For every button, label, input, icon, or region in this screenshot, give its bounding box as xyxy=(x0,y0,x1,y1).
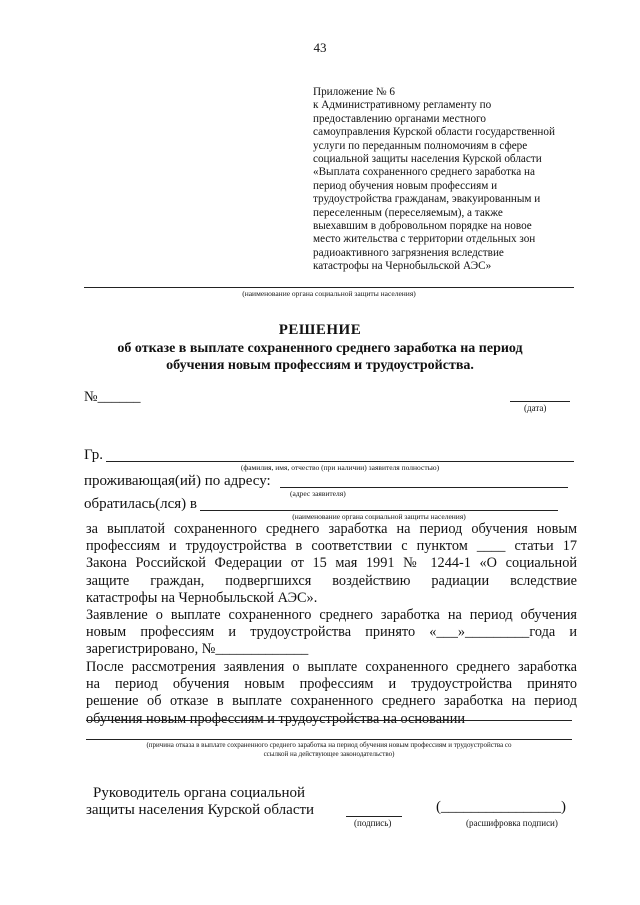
p1-line: за выплатой сохраненного среднего заработка на период обучения новым xyxy=(86,521,577,537)
paragraph-1 xyxy=(86,521,577,607)
address-line xyxy=(280,487,568,488)
appendix-line: к Административному регламенту по xyxy=(313,99,492,112)
org-caption: (наименование органа социальной защиты населения) xyxy=(242,289,416,298)
appendix-line: трудоустройства гражданам, эвакуированным и xyxy=(313,193,541,206)
appendix-line: радиоактивного загрязнения вследствие xyxy=(313,246,504,259)
address-caption: (адрес заявителя) xyxy=(290,489,346,498)
reason-line-2 xyxy=(86,739,572,740)
appendix-lines xyxy=(313,99,578,273)
appendix-block xyxy=(313,86,578,274)
appendix-line: предоставлению органами местного xyxy=(313,112,486,125)
p1-line: защите граждан, подвергшихся воздействию радиации вследствие xyxy=(86,572,577,589)
appendix-line: период обучения новым профессиям и xyxy=(313,179,498,192)
p1-line: Закона Российской Федерации от 15 мая 1991 № 1244-1 «О социальной xyxy=(86,555,577,572)
paragraph-3 xyxy=(86,659,577,728)
p2-line: новым профессиям и трудоустройства принято «___»_________года и xyxy=(86,624,577,641)
decoding-field: (________________) xyxy=(436,799,566,815)
document-title: РЕШЕНИЕ xyxy=(278,322,362,338)
reason-caption-2: ссылкой на действующее законодательство) xyxy=(263,750,395,758)
p1-last-line: катастрофы на Чернобыльской АЭС». xyxy=(86,589,318,606)
applied-label: обратилась(лся) в xyxy=(84,496,197,512)
appendix-line: переселенным (переселяемым), а также xyxy=(313,206,503,219)
p3-line: решение об отказе в выплате сохраненного среднего заработка на период xyxy=(86,693,577,710)
applied-line xyxy=(200,510,558,511)
head-title-line-1: Руководитель органа социальной xyxy=(93,785,305,801)
paragraph-2 xyxy=(86,607,577,659)
date-line xyxy=(510,401,570,402)
signature-caption: (подпись) xyxy=(354,818,392,828)
org-name-line xyxy=(84,287,574,288)
p3-line: на период обучения новым профессиям и трудоустройства принято xyxy=(86,676,577,693)
document-subtitle xyxy=(0,340,640,374)
appendix-line: услуги по переданным полномочиям в сфере xyxy=(313,139,528,152)
appendix-line: самоуправления Курской области государственной xyxy=(313,126,555,139)
appendix-line: катастрофы на Чернобыльской АЭС» xyxy=(313,260,492,273)
p3-line: После рассмотрения заявления о выплате сохраненного среднего заработка xyxy=(86,659,577,675)
subtitle-line-1: об отказе в выплате сохраненного среднего заработка на период xyxy=(117,341,523,356)
number-field: №______ xyxy=(84,389,141,405)
reason-line-1 xyxy=(86,720,572,721)
p2-last-line: зарегистрировано, №_____________ xyxy=(86,641,309,658)
appendix-line: социальной защиты населения Курской области xyxy=(313,153,542,166)
citizen-label: Гр. xyxy=(84,447,103,463)
signature-line xyxy=(346,816,402,817)
subtitle-line-2: обучения новым профессиям и трудоустройства. xyxy=(166,358,474,373)
citizen-caption: (фамилия, имя, отчество (при наличии) заявителя полностью) xyxy=(240,463,440,472)
applied-caption: (наименование органа социальной защиты населения) xyxy=(292,512,466,521)
reason-caption-1: (причина отказа в выплате сохраненного среднего заработка на период обучения новым профессиям и трудоустройства со xyxy=(146,741,512,749)
page-number: 43 xyxy=(313,40,327,55)
p3-last-line: обучения новым профессиям и трудоустройства на основании xyxy=(86,710,465,727)
appendix-line: выехавшим в добровольном порядке на новое xyxy=(313,220,532,233)
address-label: проживающая(ий) по адресу: xyxy=(84,473,271,489)
appendix-title: Приложение № 6 xyxy=(313,86,395,98)
p1-line: профессиям и трудоустройства в соответствии с пунктом ____ статьи 17 xyxy=(86,538,577,555)
date-caption: (дата) xyxy=(524,403,547,413)
appendix-line: «Выплата сохраненного среднего заработка на xyxy=(313,166,535,179)
head-title-line-2: защиты населения Курской области xyxy=(86,802,315,818)
decoding-caption: (расшифровка подписи) xyxy=(466,818,558,828)
appendix-line: место жительства с территории отдельных зон xyxy=(313,233,536,246)
citizen-name-line xyxy=(106,461,574,462)
p2-line: Заявление о выплате сохраненного среднего заработка на период обучения xyxy=(86,607,577,623)
